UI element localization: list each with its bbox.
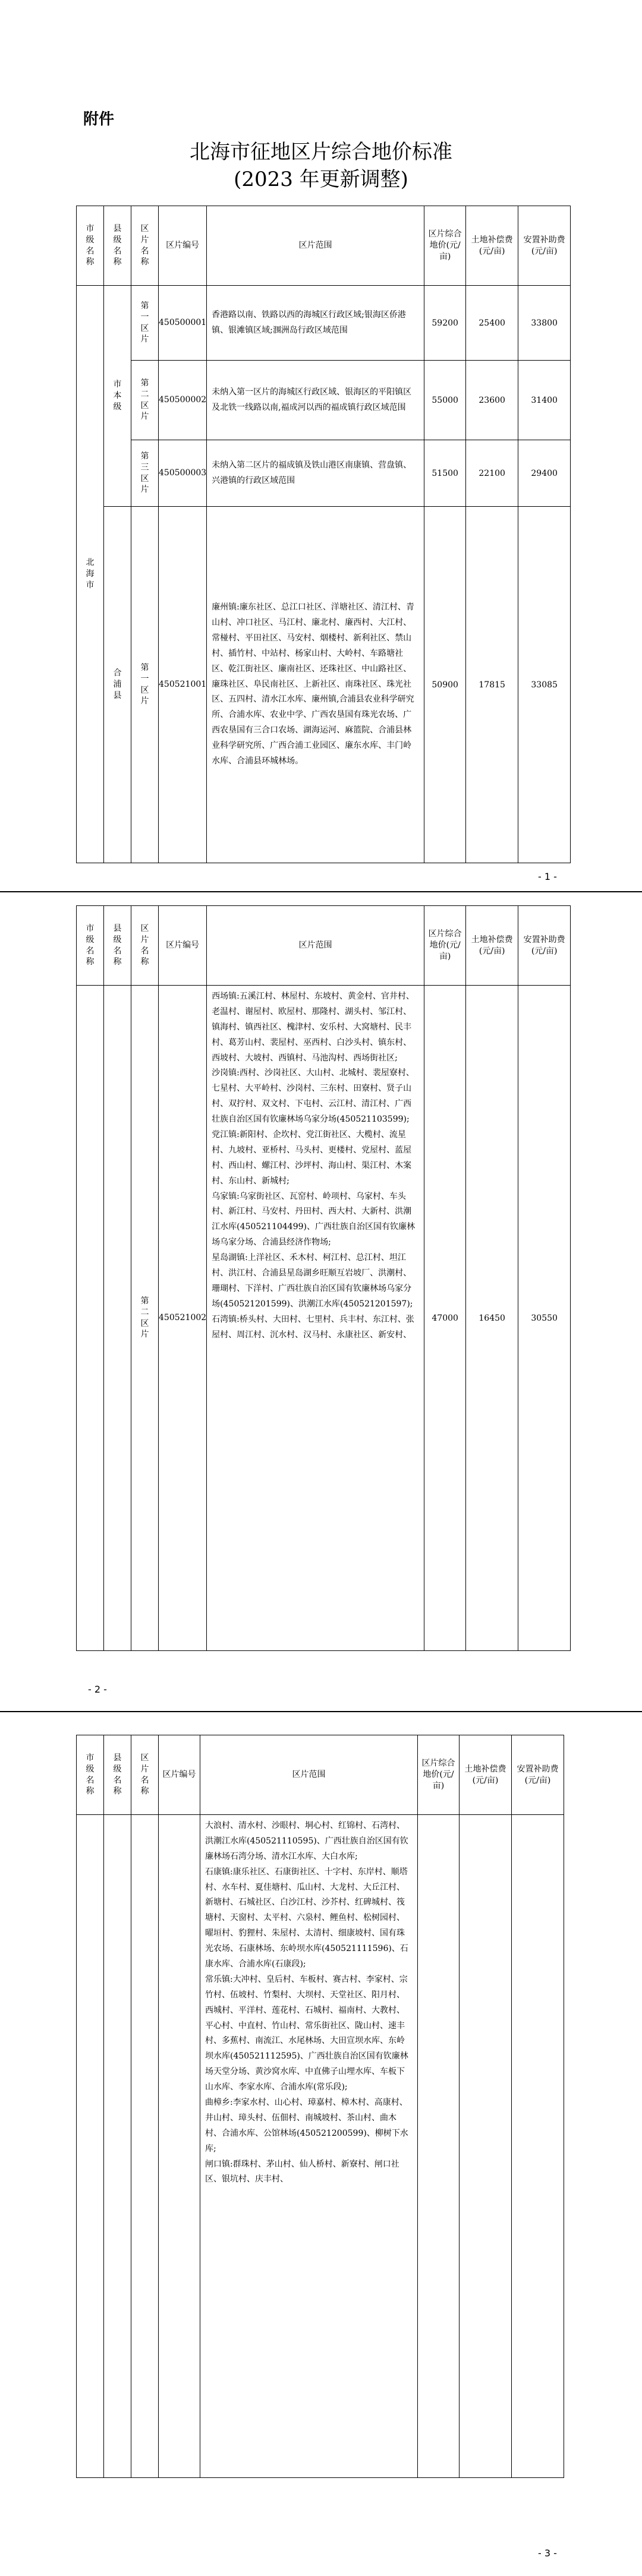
zone-cell: 第二区片 (140, 1296, 149, 1340)
resettle-cell: 29400 (518, 440, 571, 507)
table-row (77, 986, 571, 1651)
header-city: 市级名称 (86, 223, 95, 267)
scope-cell: 未纳入第二区片的福成镇及铁山港区南康镇、营盘镇、兴港镇的行政区域范围 (207, 440, 424, 507)
scope-paragraph: 大浪村、清水村、沙眼村、垌心村、红锦村、石湾村、洪潮江水库(450521110595)、广西壮族自治区国有钦廉林场石湾分场、清水江水库、大白水库; (205, 1821, 408, 1861)
table-row (77, 361, 571, 440)
county-cell: 市本级 (113, 380, 122, 412)
header-resettle: 安置补助费(元/亩) (512, 1735, 564, 1815)
page-number: - 1 - (538, 871, 557, 882)
header-scope: 区片范围 (207, 906, 424, 986)
resettle-cell: 30550 (518, 986, 571, 1651)
scope-cell: 廉州镇:廉东社区、总江口社区、洋塘社区、清江村、青山村、冲口社区、马江村、廉北村、廉西村、大江村、常椪村、平田社区、马安村、烟楼村、新利社区、禁山村、插竹村、中站村、杨家山村、大岭村、车路塘社区、乾江街社区、廉南社区、还珠社区、中山路社区、廉珠社区、阜民南社区、上新社区、南珠社区、珠光社区、五四村、清水江水库、廉州镇,合浦县农业科学研究所、合浦水库、农业中学、广西农垦国有珠光农场、广西农垦国有三合口农场、湖海运河、麻篮院、合浦县林业科学研究所、广西合浦工业园区、廉东水库、丰门岭水库、合浦县环城林场。 (207, 507, 424, 863)
header-zone: 区片名称 (140, 923, 149, 967)
scope-paragraph: 石康镇:康乐社区、石康街社区、十字村、东岸村、顺塔村、水车村、夏佳塘村、瓜山村、大龙村、大丘江村、新塘村、石城社区、白沙江村、沙芥村、红碑城村、筏塘村、天窗村、太平村、六泉村、鲤鱼村、松树园村、曜垣村、豹狸村、朱屋村、太清村、细康坡村、国有珠光农场、石康林场、东岭坝水库(450521111596)、石康水库、合浦水库(石康段); (205, 1867, 408, 1969)
header-row (77, 206, 571, 286)
header-zone: 区片名称 (140, 223, 149, 267)
table-row (77, 286, 571, 361)
header-code: 区片编号 (159, 1735, 200, 1815)
land-comp-cell: 16450 (466, 986, 518, 1651)
header-scope: 区片范围 (207, 206, 424, 286)
scope-paragraph: 曲樟乡:李家水村、山心村、璋嘉村、樟木村、高康村、井山村、璋头村、伍佃村、南城坡村、茶山村、曲木村、合浦水库、公馆林场(450521200599)、柳树下水库; (205, 2098, 408, 2154)
city-cell: 北海市 (86, 558, 95, 590)
scope-paragraph: 党江镇:新阳村、企坎村、党江街社区、大榄村、流星村、九坡村、亚桥村、马头村、更楼村、党屋村、蓝屋村、西山村、螺江村、沙坪村、海山村、渠江村、木案村、东山村、新城村; (212, 1130, 412, 1186)
page-number: - 3 - (538, 2547, 557, 2559)
header-scope: 区片范围 (200, 1735, 418, 1815)
price-table-page-1 (76, 206, 571, 863)
header-county: 县级名称 (113, 923, 122, 967)
land-comp-cell: 25400 (466, 286, 518, 361)
header-land-comp: 土地补偿费(元/亩) (466, 206, 518, 286)
scope-paragraph: 石湾镇:桥头村、大田村、七里村、兵丰村、东江村、张屋村、周江村、沉水村、汉马村、永康社区、新安村、 (212, 1314, 414, 1340)
scope-paragraph: 星岛湖镇:上洋社区、禾木村、柯江村、总江村、坦江村、洪江村、合浦县星岛湖乡旺顺互岩坡厂、洪潮村、珊瑚村、下洋村、广西壮族自治区国有钦廉林场乌家分场(450521201599)、洪潮江水库(450521201597); (212, 1253, 413, 1309)
table-row (77, 507, 571, 863)
resettle-cell: 33085 (518, 507, 571, 863)
header-row (77, 906, 571, 986)
code-cell: 450521001 (159, 507, 207, 863)
resettle-cell: 33800 (518, 286, 571, 361)
scope-paragraph: 常乐镇:大冲村、皇后村、车板村、赛古村、李家村、宗竹村、伍坡村、竹梨村、大坝村、天堂社区、阳月村、西城村、平洋村、莲花村、石城村、福南村、大教村、平心村、中直村、竹山村、常乐街社区、陇山村、速丰村、多蕉村、南流江、水尾林场、大田宣坝水库、东岭坝水库(450521112595)、广西壮族自治区国有钦廉林场天堂分场、黄沙窝水库、中直佛子山埋水库、车板下山水库、李家水库、合浦水库(常乐段); (205, 1974, 408, 2092)
attachment-label: 附件 (83, 111, 115, 128)
table-row (77, 1815, 564, 2478)
land-comp-cell: 23600 (466, 361, 518, 440)
header-land-comp: 土地补偿费(元/亩) (460, 1735, 512, 1815)
land-comp-cell: 22100 (466, 440, 518, 507)
scope-cell: 香港路以南、铁路以西的海城区行政区域;银海区侨港镇、银滩镇区域;涠洲岛行政区域范围 (207, 286, 424, 361)
scope-paragraph: 沙岗镇:西村、沙岗社区、大山村、北城村、裴屋寮村、七星村、大平岭村、沙岗村、三东村、田寮村、贤子山村、双拧村、双文村、下屯村、云江村、清江村、广西壮族自治区国有钦廉林场乌家分场(450521103599); (212, 1068, 414, 1125)
code-cell: 450500001 (159, 286, 207, 361)
zone-cell: 第一区片 (140, 662, 149, 706)
county-cell: 合浦县 (113, 668, 122, 700)
price-cell: 55000 (424, 361, 466, 440)
header-city: 市级名称 (86, 1753, 95, 1797)
header-city: 市级名称 (86, 923, 95, 967)
resettle-cell: 31400 (518, 361, 571, 440)
scope-cell (207, 986, 424, 1651)
price-cell: 59200 (424, 286, 466, 361)
table-row (77, 440, 571, 507)
header-zone: 区片名称 (140, 1753, 149, 1797)
scope-paragraph: 西场镇:五溪江村、林屋村、东坡村、黄金村、官井村、老温村、谢屋村、欧屋村、那隆村、湖头村、邹江村、镇海村、镇西社区、槐津村、安乐村、大窝塘村、民丰村、葛芳山村、裴屋村、巫西村、白沙头村、镇东村、西坡村、大坡村、西镇村、马池沟村、西场街社区; (212, 992, 414, 1063)
code-cell: 450500003 (159, 440, 207, 507)
header-code: 区片编号 (159, 206, 207, 286)
code-cell: 450500002 (159, 361, 207, 440)
zone-cell: 第一区片 (140, 301, 149, 345)
header-county: 县级名称 (113, 223, 122, 267)
scope-paragraph: 闸口镇:群珠村、茅山村、仙人桥村、新寮村、闸口社区、银坑村、庆丰村、 (205, 2159, 399, 2184)
header-code: 区片编号 (159, 906, 207, 986)
header-county: 县级名称 (113, 1753, 122, 1797)
price-cell: 47000 (424, 986, 466, 1651)
page-2 (0, 891, 642, 1711)
price-table-page-3 (76, 1735, 564, 2478)
document-subtitle: (2023 年更新调整) (234, 168, 408, 191)
price-table-page-2 (76, 905, 571, 1651)
land-comp-cell: 17815 (466, 507, 518, 863)
header-price: 区片综合地价(元/亩) (424, 906, 466, 986)
header-price: 区片综合地价(元/亩) (418, 1735, 460, 1815)
header-price: 区片综合地价(元/亩) (424, 206, 466, 286)
page-1 (0, 0, 642, 891)
zone-cell: 第三区片 (140, 451, 149, 495)
header-land-comp: 土地补偿费(元/亩) (466, 906, 518, 986)
header-resettle: 安置补助费(元/亩) (518, 906, 571, 986)
page-number: - 2 - (88, 1684, 107, 1695)
price-cell: 50900 (424, 507, 466, 863)
scope-cell (200, 1815, 418, 2478)
header-resettle: 安置补助费(元/亩) (518, 206, 571, 286)
price-cell: 51500 (424, 440, 466, 507)
zone-cell: 第二区片 (140, 378, 149, 422)
document-title: 北海市征地区片综合地价标准 (190, 140, 452, 164)
header-row (77, 1735, 564, 1815)
scope-paragraph: 乌家镇:乌家街社区、瓦窑村、岭项村、乌家村、车头村、新江村、马安村、丹田村、西大村、大新村、洪潮江水库(450521104499)、广西壮族自治区国有钦廉林场乌家分场、合浦县经济作物场; (212, 1191, 415, 1248)
code-cell: 450521002 (159, 986, 207, 1651)
scope-cell: 未纳入第一区片的海城区行政区域、银海区的平阳镇区及北铁一线路以南,福成河以西的福成镇行政区域范围 (207, 361, 424, 440)
page-3 (0, 1711, 642, 2576)
